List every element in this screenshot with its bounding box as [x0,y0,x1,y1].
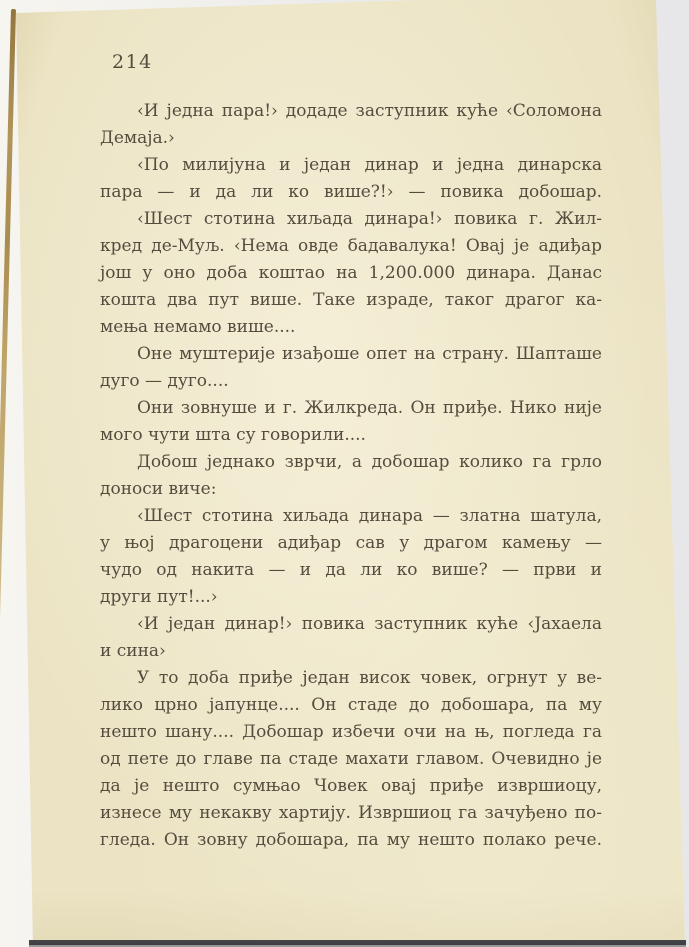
text-line: У то доба приђе један висок човек, огрнут у ве- [137,668,602,688]
text-line: гледа. Он зовну добошара, па му нешто полако рече. [100,830,602,850]
text-line: лико црно јапунце.... Он стаде до добошара, па му [100,695,602,715]
text-line: Они зовнуше и г. Жилкреда. Он приђе. Нико није [137,398,602,418]
text-line: изнесе му некакву хартију. Извршиоц га зачуђено по- [100,803,602,823]
text-line: ‹Шест стотина хиљада динара — златна шатула, [137,506,602,526]
text-line: мења немамо више.... [100,317,296,337]
text-line: пара — и да ли ко више?!› — повика добошар. [100,182,602,202]
text-line: од пете до главе па стаде махати главом. Очевидно је [100,749,602,769]
text-line: у њој драгоцени адиђар сав у драгом камењу — [100,533,602,553]
text-line: ‹И једна пара!› додаде заступник куће ‹Соломона [137,101,602,121]
text-line: ‹Шест стотина хиљада динара!› повика г. Жил- [137,209,602,229]
text-line: дуго — дуго.... [100,371,229,391]
text-line: кошта два пут више. Таке израде, таког драгог ка- [100,290,602,310]
text-line: кред де-Муљ. ‹Нема овде бадавалука! Овај је адиђар [100,236,602,256]
text-line: Демаја.› [100,128,175,148]
page-number: 214 [112,51,153,73]
text-line: мого чути шта су говорили.... [100,425,366,445]
text-line: ‹По милијуна и један динар и једна динарска [137,155,602,175]
text-line: да је нешто сумњао Човек овај приђе извршиоцу, [100,776,602,796]
text-line: ‹И један динар!› повика заступник куће ‹Јахаела [137,614,602,634]
text-line: доноси виче: [100,479,217,499]
text-line: чудо од накита — и да ли ко више? — први и [100,560,602,580]
page-edge-shadow [0,9,16,739]
text-block [100,98,602,854]
text-line: нешто шану.... Добошар избечи очи на њ, погледа га [100,722,602,742]
text-line: и сина› [100,641,166,661]
scanner-bottom-edge [29,940,686,947]
text-line: Добош једнако зврчи, а добошар колико га грло [137,452,602,472]
text-line: Оне муштерије изађоше опет на страну. Шапташе [137,344,602,364]
text-line: други пут!...› [100,587,218,607]
text-line: још у оно доба коштао на 1,200.000 динара. Данас [100,263,602,283]
